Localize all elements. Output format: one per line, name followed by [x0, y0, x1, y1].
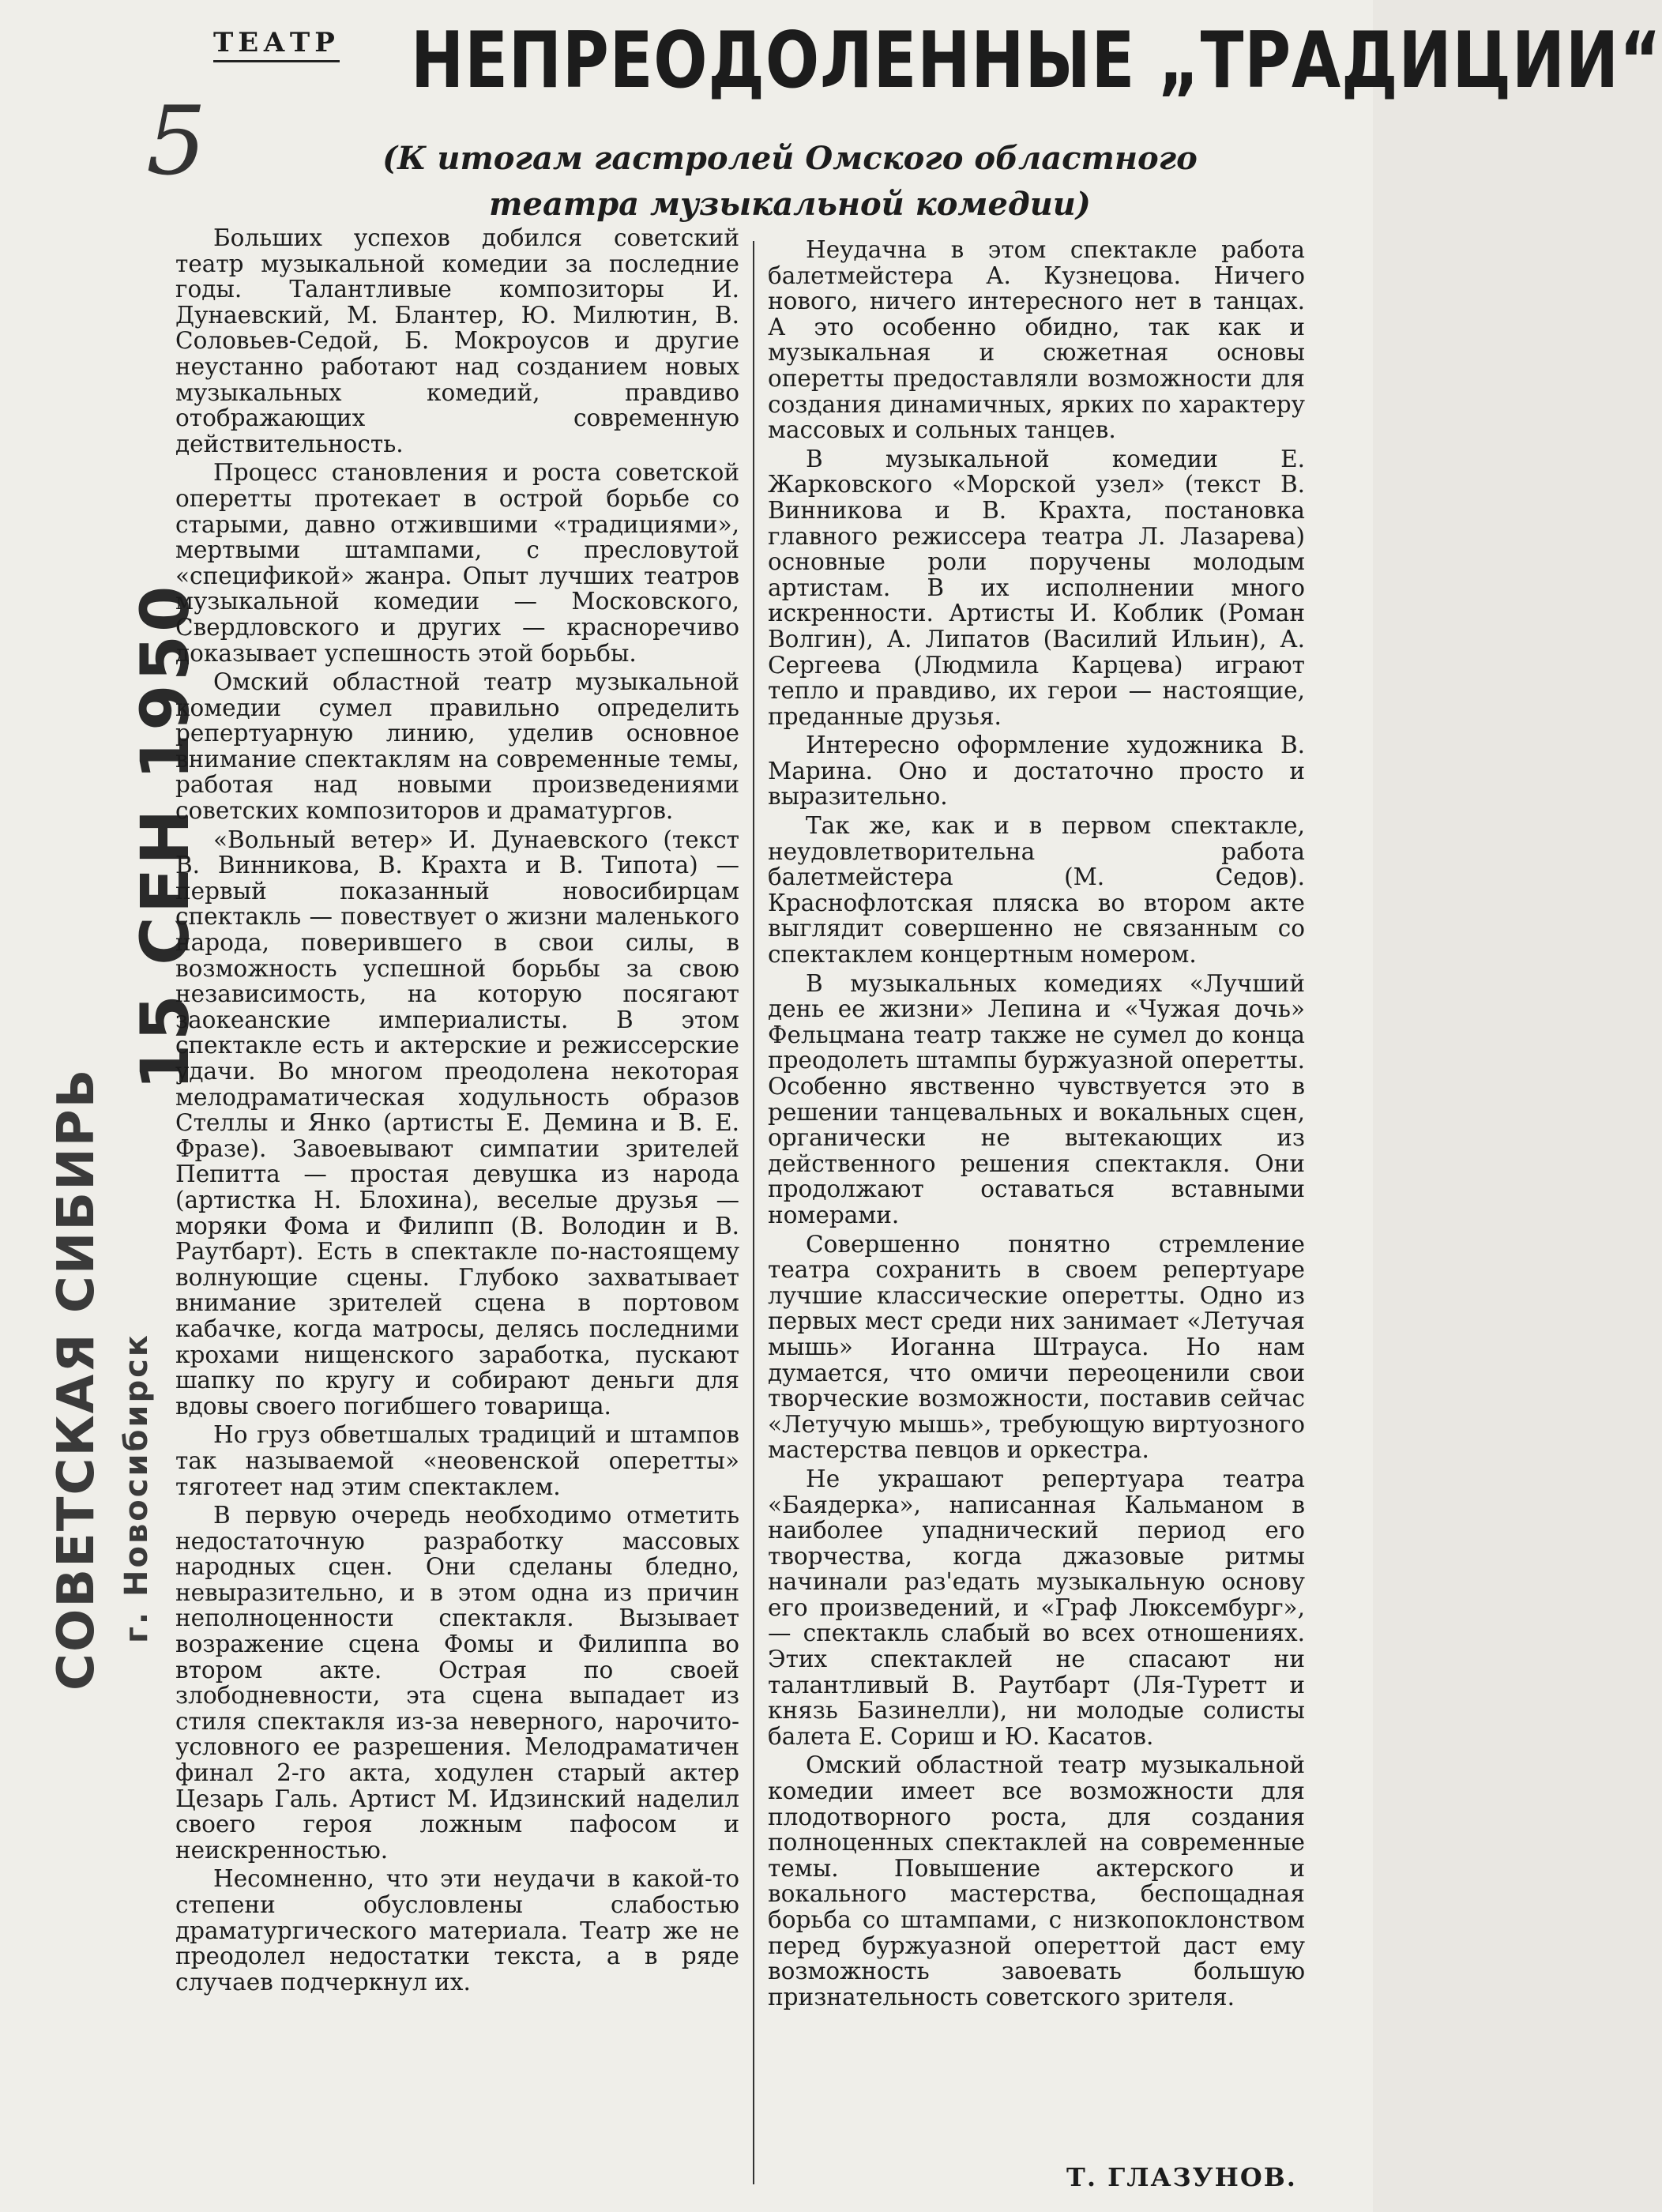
paragraph: Не украшают репертуара театра «Баядерка», написанная Кальманом в наиболее упаднический период его творчества, когда джазовые ритмы начинали раз'едать музыкальную основу его произведений, и «Граф Люксембург», — спектакль слабый во всех отношениях. Этих спектаклей не спасают ни талантливый В. Раутбарт (Ля-Туретт и князь Базинелли), ни молодые солисты балета Е. Сориш и Ю. Касатов.	[768, 1465, 1305, 1750]
column-right	[768, 237, 1305, 2013]
paragraph: Процесс становления и роста советской оперетты протекает в острой борьбе со старыми, давно отжившими «традициями», мертвыми штампами, с пресловутой «спецификой» жанра. Опыт лучших театров музыкальной комедии — Московского, Свердловского и других — красноречиво доказывает успешность этой борьбы.	[175, 459, 739, 667]
city-stamp: г. Новосибирск	[118, 1333, 155, 1643]
author-signature: Т. ГЛАЗУНОВ.	[1066, 2162, 1297, 2192]
paragraph: «Вольный ветер» И. Дунаевского (текст В. Винникова, В. Крахта и В. Типота) — первый показанный новосибирцам спектакль — повествует о жизни маленького народа, поверившего в свои силы, в возможность успешной борьбы за свою независимость, на которую посягают заокеанские империалисты. В этом спектакле есть и актерские и режиссерские удачи. Во многом преодолена некоторая мелодраматическая ходульность образов Стеллы и Янко (артисты Е. Демина и В. Е. Фразе). Завоевывают симпатии зрителей Пепитта — простая девушка из народа (артистка Н. Блохина), веселые друзья — моряки Фома и Филипп (В. Володин и В. Раутбарт). Есть в спектакле по-настоящему волнующие сцены. Глубоко захватывает внимание зрителей сцена в портовом кабачке, когда матросы, делясь последними крохами нищенского заработка, пускают шапку по кругу и собирают деньги для вдовы своего погибшего товарища.	[175, 826, 739, 1420]
article-headline: НЕПРЕОДОЛЕННЫЕ „ТРАДИЦИИ“	[411, 16, 1662, 106]
paragraph: В первую очередь необходимо отметить недостаточную разработку массовых народных сцен. Они сделаны бледно, невыразительно, и в этом одна из причин неполноценности спектакля. Вызывает возражение сцена Фомы и Филиппа во втором акте. Острая по своей злободневности, эта сцена выпадает из стиля спектакля из-за неверного, нарочито-условного ее разрешения. Мелодраматичен финал 2-го акта, ходулен старый актер Цезарь Галь. Артист М. Идзинский наделил своего героя ложным пафосом и неискренностью.	[175, 1502, 739, 1864]
paragraph: В музыкальных комедиях «Лучший день ее жизни» Лепина и «Чужая дочь» Фельцмана театр также не сумел до конца преодолеть штампы буржуазной оперетты. Особенно явственно чувствуется это в решении танцевальных и вокальных сцен, органически не вытекающих из действенного решения спектакля. Они продолжают оставаться вставными номерами.	[768, 969, 1305, 1228]
date-stamp: 15 СЕН 1950	[126, 582, 204, 1090]
paragraph: Совершенно понятно стремление театра сохранить в своем репертуаре лучшие классические оперетты. Одно из первых мест среди них занимает «Летучая мышь» Иоганна Штрауса. Но нам думается, что омичи переоценили свои творческие возможности, поставив сейчас «Летучую мышь», требующую виртуозного мастерства певцов и оркестра.	[768, 1230, 1305, 1464]
paragraph: Несомненно, что эти неудачи в какой-то степени обусловлены слабостью драматургического материала. Театр же не преодолел недостатки текста, а в ряде случаев подчеркнул их.	[175, 1865, 739, 1996]
handwritten-mark: 5	[146, 87, 207, 197]
column-divider	[753, 241, 754, 2184]
newspaper-name-stamp: СОВЕТСКАЯ СИБИРЬ	[47, 1067, 106, 1691]
paragraph: Неудачна в этом спектакле работа балетмейстера А. Кузнецова. Ничего нового, ничего интересного нет в танцах. А это особенно обидно, так как и музыкальная и сюжетная основы оперетты предоставляли возможности для создания динамичных, ярких по характеру массовых и сольных танцев.	[768, 236, 1305, 444]
paragraph: Интересно оформление художника В. Марина. Оно и достаточно просто и выразительно.	[768, 732, 1305, 811]
paragraph: Омский областной театр музыкальной комедии сумел правильно определить репертуарную линию, уделив основное внимание спектаклям на современные темы, работая над новыми произведениями советских композиторов и драматургов.	[175, 668, 739, 825]
article-subheading: (К итогам гастролей Омского областного театра музыкальной комедии)	[382, 140, 1198, 223]
rubric-label: ТЕАТР	[213, 27, 340, 62]
paragraph: В музыкальной комедии Е. Жарковского «Морской узел» (текст В. Винникова и В. Крахта, постановка главного режиссера театра Л. Лазарева) основные роли поручены молодым артистам. В их исполнении много искренности. Артисты И. Коблик (Роман Волгин), А. Липатов (Василий Ильин), А. Сергеева (Людмила Карцева) играют тепло и правдиво, их герои — настоящие, преданные друзья.	[768, 445, 1305, 730]
paragraph: Так же, как и в первом спектакле, неудовлетворительна работа балетмейстера (М. Седов). Краснофлотская пляска во втором акте выглядит совершенно не связанным со спектаклем концертным номером.	[768, 812, 1305, 969]
column-left	[175, 225, 739, 1998]
paragraph: Больших успехов добился советский театр музыкальной комедии за последние годы. Талантливые композиторы И. Дунаевский, М. Блантер, Ю. Милютин, В. Соловьев-Седой, Б. Мокроусов и другие неустанно работают над созданием новых музыкальных комедий, правдиво отображающих современную действительность.	[175, 224, 739, 457]
paragraph: Но груз обветшалых традиций и штампов так называемой «неовенской оперетты» тяготеет над этим спектаклем.	[175, 1421, 739, 1500]
paragraph: Омский областной театр музыкальной комедии имеет все возможности для плодотворного роста, для создания полноценных спектаклей на современные темы. Повышение актерского и вокального мастерства, беспощадная борьба со штампами, с низкопоклонством перед буржуазной опереттой даст ему возможность завоевать большую признательность советского зрителя.	[768, 1751, 1305, 2011]
